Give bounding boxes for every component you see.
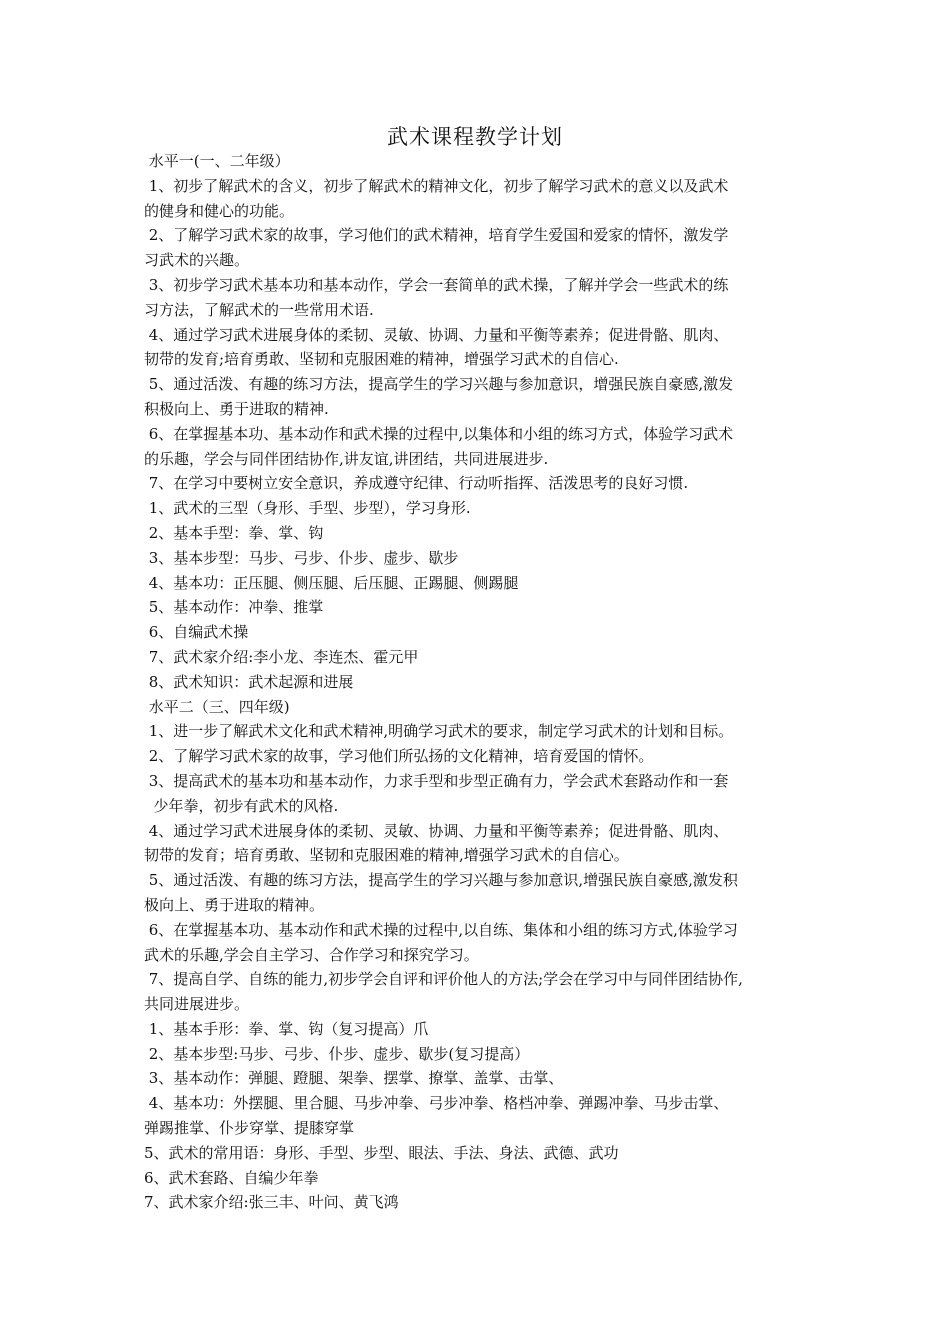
text-line: 少年拳，初步有武术的风格. [144,796,339,815]
text-line: 极向上、勇于进取的精神。 [144,895,325,914]
text-line: 水平一(一、二年级） [144,152,290,170]
text-line: 共同进展进步。 [144,995,250,1014]
document-title: 武术课程教学计划 [387,125,563,149]
text-line: 5、武术的常用语：身形、手型、步型、眼法、手法、身法、武德、武功 [144,1143,619,1162]
text-line: 3、基本步型：马步、弓步、仆步、虚步、歇步 [144,548,459,567]
text-line: 韧带的发育；培育勇敢、坚韧和克服困难的精神,增强学习武术的自信心。 [144,846,629,865]
text-line: 7、武术家介绍:张三丰、叶问、黄飞鸿 [144,1193,399,1212]
text-line: 7、在学习中要树立安全意识，养成遵守纪律、行动听指挥、活泼思考的良好习惯. [144,474,689,493]
text-line: 6、在掌握基本功、基本动作和武术操的过程中,以集体和小组的练习方式，体验学习武术 [144,424,734,443]
text-line: 3、基本动作：弹腿、蹬腿、架拳、摆掌、撩掌、盖掌、击掌、 [144,1069,564,1088]
text-line: 习方法，了解武术的一些常用术语. [144,300,374,319]
text-line: 2、了解学习武术家的故事，学习他们所弘扬的文化精神，培育爱国的情怀。 [144,747,654,766]
text-line: 弹踢推掌、仆步穿掌、提膝穿掌 [144,1119,355,1138]
text-line: 1、武术的三型（身形、手型、步型），学习身形. [144,499,471,518]
text-line: 7、武术家介绍:李小龙、李连杰、霍元甲 [144,647,419,666]
text-line: 4、基本功：正压腿、侧压腿、后压腿、正踢腿、侧踢腿 [144,573,519,592]
text-line: 2、了解学习武术家的故事，学习他们的武术精神，培育学生爱国和爱家的情怀，激发学 [144,226,729,245]
text-line: 8、武术知识：武术起源和进展 [144,672,354,691]
text-line: 5、通过活泼、有趣的练习方法，提高学生的学习兴趣与参加意识，增强民族自豪感,激发 [144,375,734,394]
text-line: 韧带的发育;培育勇敢、坚韧和克服困难的精神，增强学习武术的自信心. [144,350,619,369]
text-line: 1、初步了解武术的含义，初步了解武术的精神文化，初步了解学习武术的意义以及武术 [144,176,729,195]
text-line: 4、通过学习武术进展身体的柔韧、灵敏、协调、力量和平衡等素养；促进骨骼、肌肉、 [144,821,729,840]
text-line: 6、自编武术操 [144,623,249,642]
text-line: 4、基本功：外摆腿、里合腿、马步冲拳、弓步冲拳、格档冲拳、弹踢冲拳、马步击掌、 [144,1094,729,1113]
text-line: 水平二（三、四年级) [144,697,290,716]
text-line: 习武术的兴趣。 [144,251,250,270]
text-line: 武术的乐趣,学会自主学习、合作学习和探究学习。 [144,945,479,964]
text-line: 6、武术套路、自编少年拳 [144,1168,319,1187]
text-line: 4、通过学习武术进展身体的柔韧、灵敏、协调、力量和平衡等素养；促进骨骼、肌肉、 [144,325,729,344]
text-line: 的健身和健心的功能。 [144,201,295,220]
text-line: 2、基本手型：拳、掌、钩 [144,523,324,542]
text-line: 3、初步学习武术基本功和基本动作，学会一套简单的武术操，了解并学会一些武术的练 [144,275,729,294]
text-line: 1、进一步了解武术文化和武术精神,明确学习武术的要求，制定学习武术的计划和目标。 [144,722,734,741]
text-line: 3、提高武术的基本功和基本动作，力求手型和步型正确有力，学会武术套路动作和一套 [144,771,729,790]
text-line: 5、基本动作：冲拳、推掌 [144,598,324,617]
text-line: 2、基本步型:马步、弓步、仆步、虚步、歇步(复习提高） [144,1044,530,1063]
text-line: 的乐趣，学会与同伴团结协作,讲友谊,讲团结，共同进展进步. [144,449,549,468]
text-line: 5、通过活泼、有趣的练习方法，提高学生的学习兴趣与参加意识,增强民族自豪感,激发积 [144,871,738,890]
text-line: 积极向上、勇于进取的精神. [144,399,329,418]
text-line: 6、在掌握基本功、基本动作和武术操的过程中,以自练、集体和小组的练习方式,体验学习 [144,920,738,939]
text-line: 7、提高自学、自练的能力,初步学会自评和评价他人的方法;学会在学习中与同伴团结协作, [144,970,743,989]
document-body [144,149,819,1215]
text-line: 1、基本手形：拳、掌、钩（复习提高）爪 [144,1019,429,1038]
